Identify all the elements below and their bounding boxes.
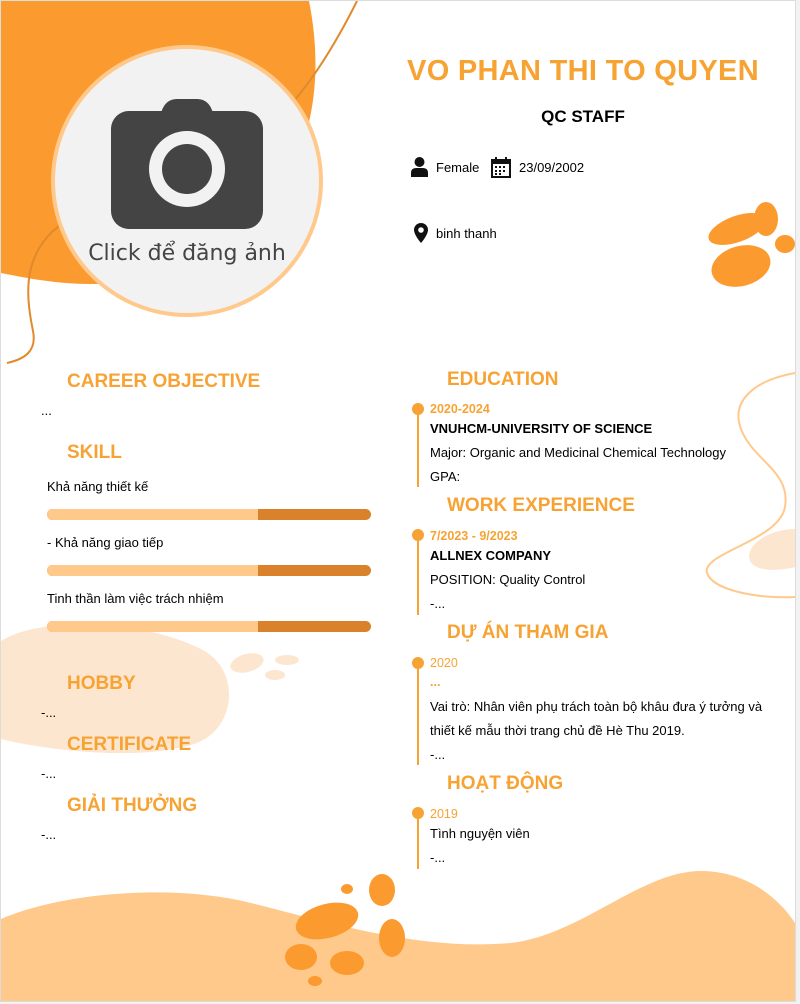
candidate-name: VO PHAN THI TO QUYEN bbox=[407, 55, 759, 87]
certificate-heading: CERTIFICATE bbox=[67, 734, 192, 755]
activity-detail: -... bbox=[430, 850, 446, 865]
hobby-heading: HOBBY bbox=[67, 673, 136, 694]
education-school: VNUHCM-UNIVERSITY OF SCIENCE bbox=[430, 421, 653, 436]
projects-timeline-dot bbox=[412, 657, 424, 669]
activities-heading: HOẠT ĐỘNG bbox=[447, 773, 564, 794]
camera-icon bbox=[111, 97, 263, 229]
education-major: Major: Organic and Medicinal Chemical Technology bbox=[430, 445, 727, 460]
work-position: POSITION: Quality Control bbox=[430, 572, 586, 587]
education-timeline-line bbox=[417, 405, 419, 487]
skill-bar-design bbox=[47, 509, 371, 520]
location-pin-icon bbox=[414, 223, 428, 243]
person-icon bbox=[411, 157, 428, 177]
award-text: -... bbox=[41, 827, 57, 842]
activities-timeline-dot bbox=[412, 807, 424, 819]
gender-value: Female bbox=[436, 159, 480, 175]
skill-bar-responsibility bbox=[47, 621, 371, 632]
education-heading: EDUCATION bbox=[447, 369, 559, 390]
skill-label-responsibility: Tinh thần làm việc trách nhiệm bbox=[47, 591, 224, 606]
work-heading: WORK EXPERIENCE bbox=[447, 495, 635, 516]
address-value: binh thanh bbox=[436, 225, 497, 241]
photo-upload[interactable] bbox=[55, 49, 319, 313]
skill-bar-communication bbox=[47, 565, 371, 576]
project-role-line1: Vai trò: Nhân viên phụ trách toàn bộ khâu đưa ý tưởng và bbox=[430, 699, 763, 714]
education-gpa: GPA: bbox=[430, 469, 461, 484]
photo-upload-label: Click để đăng ảnh bbox=[88, 240, 286, 266]
career-objective-text: ... bbox=[41, 403, 52, 418]
activity-year: 2019 bbox=[430, 807, 458, 821]
project-year: 2020 bbox=[430, 656, 458, 670]
activity-name: Tình nguyện viên bbox=[430, 826, 530, 841]
education-period: 2020-2024 bbox=[430, 402, 490, 416]
address-info bbox=[414, 223, 497, 243]
work-period: 7/2023 - 9/2023 bbox=[430, 529, 518, 543]
work-timeline-dot bbox=[412, 529, 424, 541]
skill-label-communication: - Khả năng giao tiếp bbox=[47, 535, 164, 550]
candidate-position: QC STAFF bbox=[541, 107, 625, 126]
project-name: ... bbox=[430, 675, 441, 689]
hobby-text: -... bbox=[41, 705, 57, 720]
projects-timeline-line bbox=[417, 659, 419, 765]
projects-heading: DỰ ÁN THAM GIA bbox=[447, 622, 609, 643]
career-objective-heading: CAREER OBJECTIVE bbox=[67, 371, 261, 392]
work-timeline-line bbox=[417, 531, 419, 615]
project-detail: -... bbox=[430, 747, 446, 762]
gender-info bbox=[411, 157, 479, 177]
project-role-line2: thiết kế mẫu thời trang chủ đề Hè Thu 2019. bbox=[430, 723, 685, 738]
certificate-text: -... bbox=[41, 766, 57, 781]
birthdate-value: 23/09/2002 bbox=[519, 160, 585, 175]
education-timeline-dot bbox=[412, 403, 424, 415]
calendar-icon bbox=[491, 157, 511, 178]
work-company: ALLNEX COMPANY bbox=[430, 548, 552, 563]
skill-label-design: Khả năng thiết kế bbox=[47, 479, 149, 494]
skill-heading: SKILL bbox=[67, 442, 122, 463]
birthdate-info bbox=[491, 157, 584, 178]
award-heading: GIẢI THƯỞNG bbox=[67, 795, 198, 816]
work-detail: -... bbox=[430, 596, 446, 611]
